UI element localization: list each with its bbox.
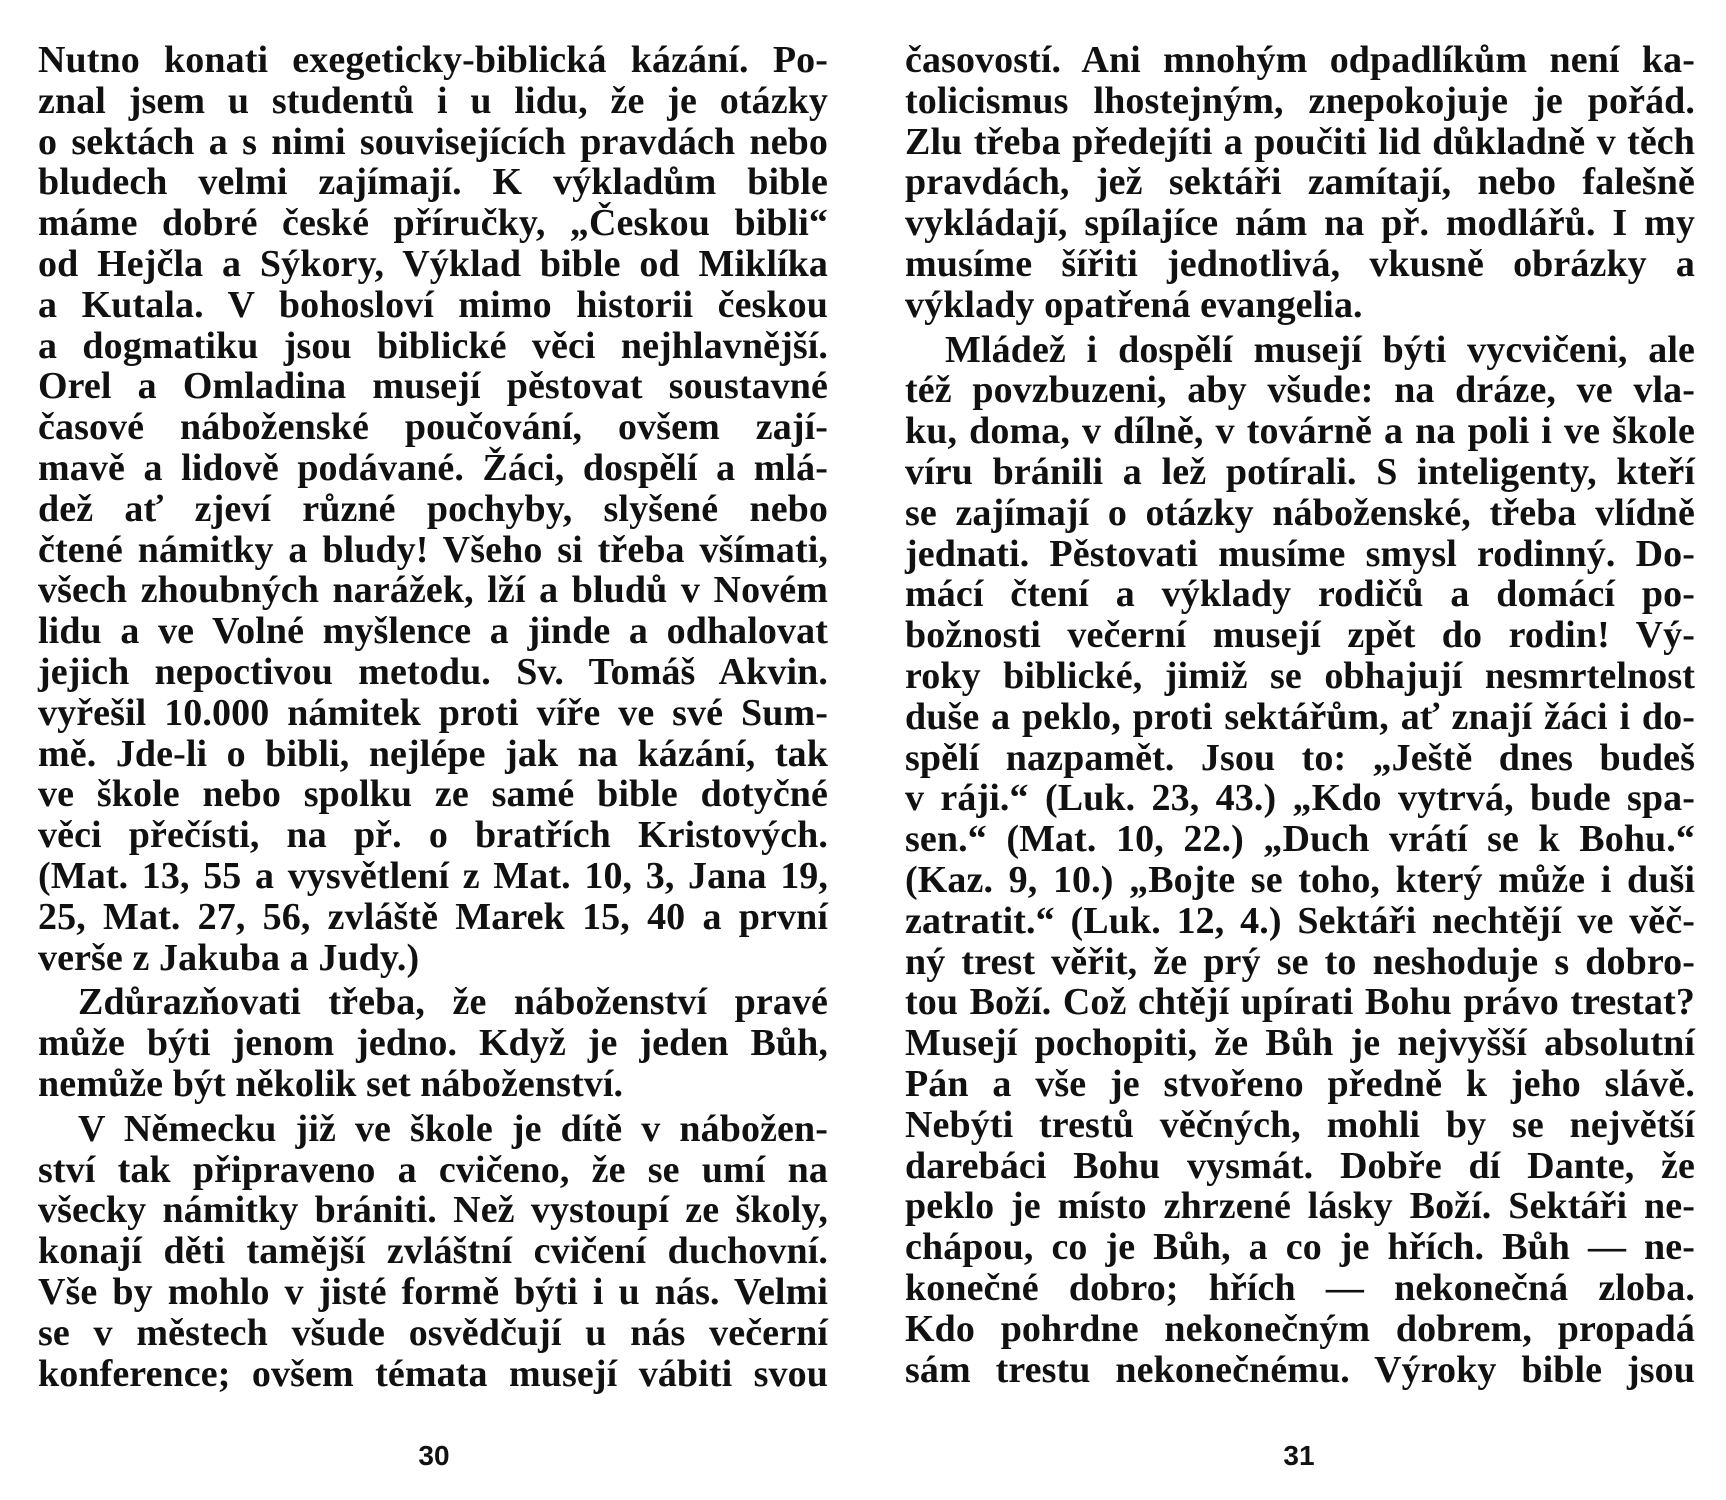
text-line: verše z Jakuba a Judy.) (38, 936, 420, 979)
text-line: Zdůrazňovati třeba, že náboženství pravé (78, 981, 828, 1024)
text-line: a Kutala. V bohosloví mimo historii českou (38, 283, 828, 326)
text-line: se zajímají o otázky náboženské, třeba vlídně (905, 491, 1695, 534)
text-line: sen.“ (Mat. 10, 22.) „Duch vrátí se k Bohu.“ (905, 818, 1695, 861)
text-line: ství tak připraveno a cvičeno, že se umí na (38, 1148, 828, 1191)
text-line: věci přečísti, na př. o bratřích Kristových. (38, 814, 828, 857)
text-line: božnosti večerní musejí zpět do rodin! Vý- (905, 614, 1695, 657)
text-line: (Mat. 13, 55 a vysvětlení z Mat. 10, 3, Jana 19, (38, 854, 828, 897)
text-line: víru bránili a lež potírali. S inteligenty, kteří (905, 450, 1695, 493)
text-line: Nebýti trestů věčných, mohli by se největší (905, 1103, 1695, 1146)
text-line: tou Boží. Což chtějí upírati Bohu právo trestat? (905, 981, 1695, 1024)
page-number-left: 30 (418, 1440, 450, 1471)
text-line: Mládež i dospělí musejí býti vycvičeni, ale (945, 328, 1695, 371)
text-line: v ráji.“ (Luk. 23, 43.) „Kdo vytrvá, bude spa- (905, 777, 1695, 820)
text-line: od Hejčla a Sýkory, Výklad bible od Miklíka (38, 242, 828, 285)
text-line: sám trestu nekonečnému. Výroky bible jsou (905, 1348, 1695, 1391)
text-line: se v městech všude osvědčují u nás večerní (38, 1311, 828, 1354)
text-line: všecky námitky brániti. Než vystoupí ze školy, (38, 1189, 828, 1232)
text-line: mě. Jde-li o bibli, nejlépe jak na kázání, tak (38, 732, 828, 775)
text-line: Kdo pohrdne nekonečným dobrem, propadá (905, 1307, 1695, 1350)
text-line: vyřešil 10.000 námitek proti víře ve své Sum- (38, 691, 828, 734)
text-line: může býti jenom jedno. Když je jeden Bůh, (38, 1022, 828, 1065)
text-line: konference; ovšem témata musejí vábiti svou (38, 1352, 828, 1395)
text-line: chápou, co je Bůh, a co je hřích. Bůh — ne- (905, 1226, 1695, 1269)
text-line: o sektách a s nimi souvisejících pravdách nebo (38, 120, 828, 163)
text-line: máme dobré české příručky, „Českou bibli“ (38, 202, 828, 245)
right-page (905, 40, 1695, 1390)
text-line: darebáci Bohu vysmát. Dobře dí Dante, že (905, 1144, 1695, 1187)
text-line: jejich nepoctivou metodu. Sv. Tomáš Akvin. (38, 650, 828, 693)
text-line: výklady opatřená evangelia. (905, 283, 1363, 326)
text-line: a dogmatiku jsou biblické věci nejhlavnější. (38, 324, 828, 367)
text-line: tolicismus lhostejným, znepokojuje je pořád. (905, 79, 1695, 122)
text-line: mavě a lidově podávané. Žáci, dospělí a mlá- (38, 446, 828, 489)
text-line: V Německu již ve škole je dítě v nábožen- (78, 1107, 828, 1150)
text-line: (Kaz. 9, 10.) „Bojte se toho, který může i duši (905, 858, 1695, 901)
text-line: lidu a ve Volné myšlence a jinde a odhalovat (38, 610, 828, 653)
text-line: Orel a Omladina musejí pěstovat soustavné (38, 365, 828, 408)
text-line: vykládají, spílajíce nám na př. modlářů. I my (905, 202, 1695, 245)
text-line: konají děti tamější zvláštní cvičení duchovní. (38, 1230, 828, 1273)
text-line: konečné dobro; hřích — nekonečná zloba. (905, 1266, 1695, 1309)
text-line: ve škole nebo spolku ze samé bible dotyčné (38, 773, 828, 816)
text-line: též povzbuzeni, aby všude: na dráze, ve vla- (905, 369, 1695, 412)
text-line: musíme šířiti jednotlivá, vkusně obrázky a (905, 242, 1695, 285)
text-line: Pán a vše je stvořeno předně k jeho slávě. (905, 1062, 1695, 1105)
text-line: Zlu třeba předejíti a poučiti lid důkladně v těch (905, 120, 1695, 163)
text-line: Vše by mohlo v jisté formě býti i u nás. Velmi (38, 1270, 828, 1313)
text-line: 25, Mat. 27, 56, zvláště Marek 15, 40 a první (38, 895, 828, 938)
text-line: dež ať zjeví různé pochyby, slyšené nebo (38, 487, 828, 530)
text-line: časovostí. Ani mnohým odpadlíkům není ka- (905, 39, 1695, 81)
text-line: všech zhoubných narážek, lží a bludů v Novém (38, 569, 828, 612)
text-line: jednati. Pěstovati musíme smysl rodinný. Do- (905, 532, 1695, 575)
text-line: duše a peklo, proti sektářům, ať znají žáci i do- (905, 695, 1695, 738)
text-line: nemůže být několik set náboženství. (38, 1062, 624, 1105)
text-line: ný trest věřit, že prý se to neshoduje s dobro- (905, 940, 1695, 983)
text-line: peklo je místo zhrzené lásky Boží. Sektáři ne- (905, 1185, 1695, 1228)
text-line: časové náboženské poučování, ovšem zají- (38, 406, 828, 449)
text-line: ku, doma, v dílně, v továrně a na poli i ve škole (905, 410, 1695, 453)
text-line: mácí čtení a výklady rodičů a domácí po- (905, 573, 1695, 616)
left-page (38, 40, 828, 1394)
text-line: bludech velmi zajímají. K výkladům bible (38, 161, 828, 204)
text-line: zatratit.“ (Luk. 12, 4.) Sektáři nechtějí ve věč- (905, 899, 1695, 942)
page-number-right: 31 (1283, 1440, 1315, 1471)
text-line: čtené námitky a bludy! Všeho si třeba všímati, (38, 528, 828, 571)
text-line: roky biblické, jimiž se obhajují nesmrtelnost (905, 654, 1695, 697)
text-line: znal jsem u studentů i u lidu, že je otázky (38, 79, 828, 122)
text-line: pravdách, jež sektáři zamítají, nebo falešně (905, 161, 1695, 204)
text-line: spělí nazpamět. Jsou to: „Ještě dnes budeš (905, 736, 1695, 779)
text-line: Nutno konati exegeticky-biblická kázání. Po- (38, 39, 828, 81)
text-line: Musejí pochopiti, že Bůh je nejvyšší absolutní (905, 1022, 1695, 1065)
